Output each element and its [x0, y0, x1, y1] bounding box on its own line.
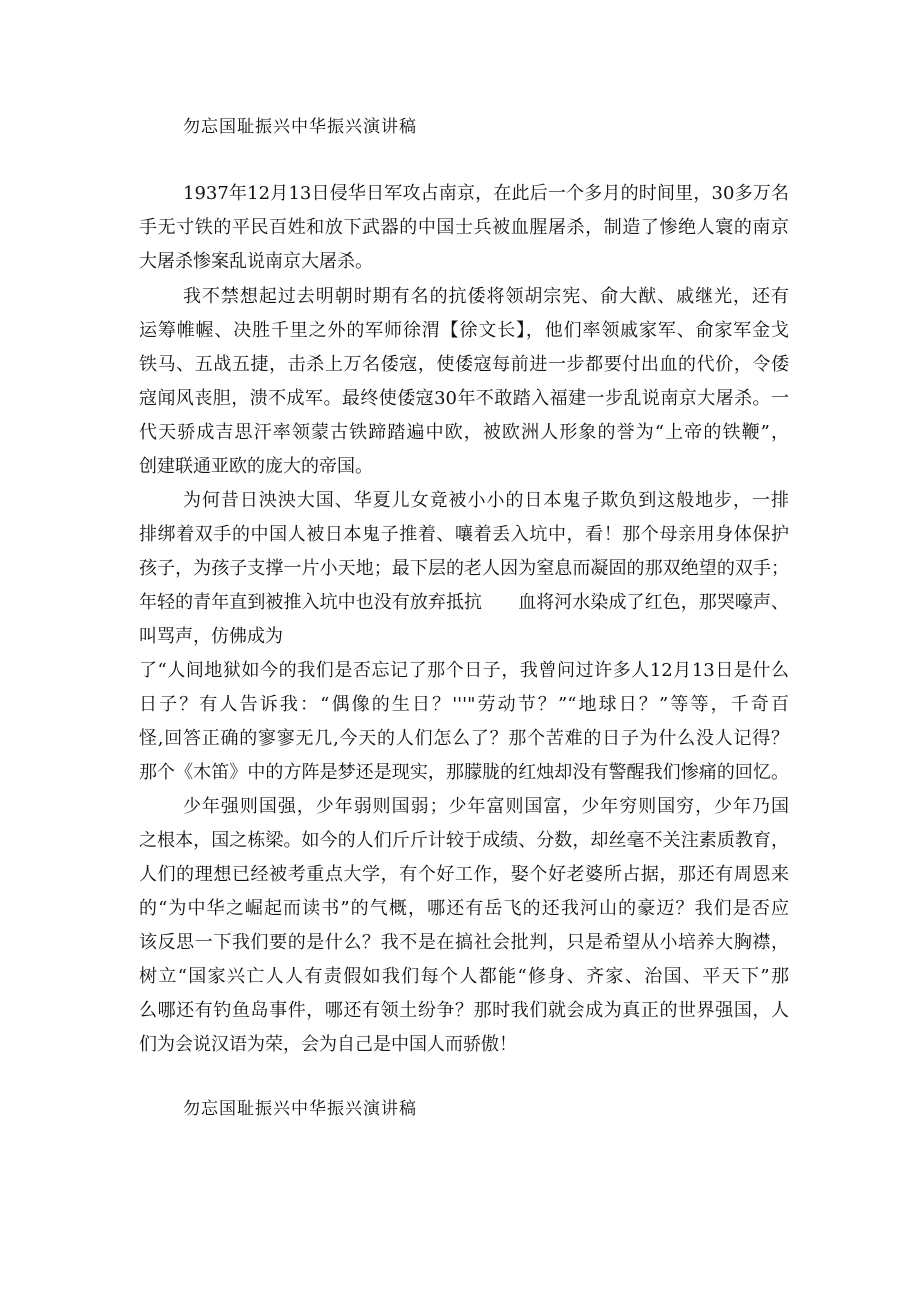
paragraph-4-line-3: 怪,回答正确的寥寥无几,今天的人们怎么了？那个苦难的日子为什么没人记得？ — [139, 728, 789, 749]
paragraph-2-line-3: 铁马、五战五捷，击杀上万名倭寇，使倭寇每前进一步都要付出血的代价，令倭 — [139, 354, 789, 375]
paragraph-5-line-3: 人们的理想已经被考重点大学，有个好工作，娶个好老婆所占据，那还有周恩来 — [139, 864, 789, 885]
paragraph-5-line-1: 少年强则国强，少年弱则国弱；少年富则国富，少年穷则国穷，少年乃国 — [183, 796, 789, 817]
paragraph-3-line-2: 排绑着双手的中国人被日本鬼子推着、嚷着丢入坑中，看！那个母亲用身体保护 — [139, 524, 789, 545]
paragraph-2-line-1: 我不禁想起过去明朝时期有名的抗倭将领胡宗宪、俞大猷、戚继光，还有 — [183, 286, 789, 307]
paragraph-1-line-3: 大屠杀惨案乱说南京大屠杀。 — [139, 251, 373, 272]
document-title: 勿忘国耻振兴中华振兴演讲稿 — [183, 117, 417, 137]
paragraph-5-line-4: 的“为中华之崛起而读书”的气概，哪还有岳飞的还我河山的豪迈？我们是否应 — [139, 898, 789, 919]
paragraph-5-line-7: 么哪还有钓鱼岛事件，哪还有领土纷争？那时我们就会成为真正的世界强国，人 — [139, 1000, 789, 1021]
paragraph-4-line-4: 那个《木笛》中的方阵是梦还是现实，那朦胧的红烛却没有警醒我们惨痛的回忆。 — [139, 762, 789, 783]
paragraph-3-line-3: 孩子，为孩子支撑一片小天地；最下层的老人因为窒息而凝固的那双绝望的双手； — [139, 558, 789, 579]
paragraph-1-line-2: 手无寸铁的平民百姓和放下武器的中国士兵被血腥屠杀，制造了惨绝人寰的南京 — [139, 217, 789, 238]
paragraph-2-line-2: 运筹帷幄、决胜千里之外的军师徐渭【徐文长】，他们率领戚家军、俞家军金戈 — [139, 320, 789, 341]
paragraph-5-line-8: 们为会说汉语为荣，会为自己是中国人而骄傲！ — [139, 1034, 517, 1055]
paragraph-3-line-5: 叫骂声，仿佛成为 — [139, 626, 283, 647]
document-footer-title: 勿忘国耻振兴中华振兴演讲稿 — [183, 1099, 417, 1119]
paragraph-3-line-4: 年轻的青年直到被推入坑中也没有放弃抵抗 血将河水染成了红色，那哭嚎声、 — [139, 592, 789, 613]
paragraph-4-line-1: 了“人间地狱如今的我们是否忘记了那个日子，我曾问过许多人12月13日是什么 — [139, 660, 789, 681]
paragraph-1-line-1: 1937年12月13日侵华日军攻占南京，在此后一个多月的时间里，30多万名 — [183, 183, 789, 204]
paragraph-4-line-2: 日子？有人告诉我：“偶像的生日？'''"劳动节？”“地球日？”等等，千奇百 — [139, 694, 789, 715]
paragraph-2-line-5: 代天骄成吉思汗率领蒙古铁蹄踏遍中欧，被欧洲人形象的誉为“上帝的铁鞭”， — [139, 422, 789, 443]
paragraph-5-line-5: 该反思一下我们要的是什么？我不是在搞社会批判，只是希望从小培养大胸襟， — [139, 932, 789, 953]
paragraph-2-line-6: 创建联通亚欧的庞大的帝国。 — [139, 456, 373, 477]
paragraph-3-line-1: 为何昔日泱泱大国、华夏儿女竟被小小的日本鬼子欺负到这般地步，一排 — [183, 490, 789, 511]
paragraph-2-line-4: 寇闻风丧胆，溃不成军。最终使倭寇30年不敢踏入福建一步乱说南京大屠杀。一 — [139, 388, 789, 409]
paragraph-5-line-2: 之根本，国之栋梁。如今的人们斤斤计较于成绩、分数，却丝毫不关注素质教育， — [139, 830, 789, 851]
paragraph-5-line-6: 树立“国家兴亡人人有责假如我们每个人都能“修身、齐家、治国、平天下”那 — [139, 966, 789, 987]
